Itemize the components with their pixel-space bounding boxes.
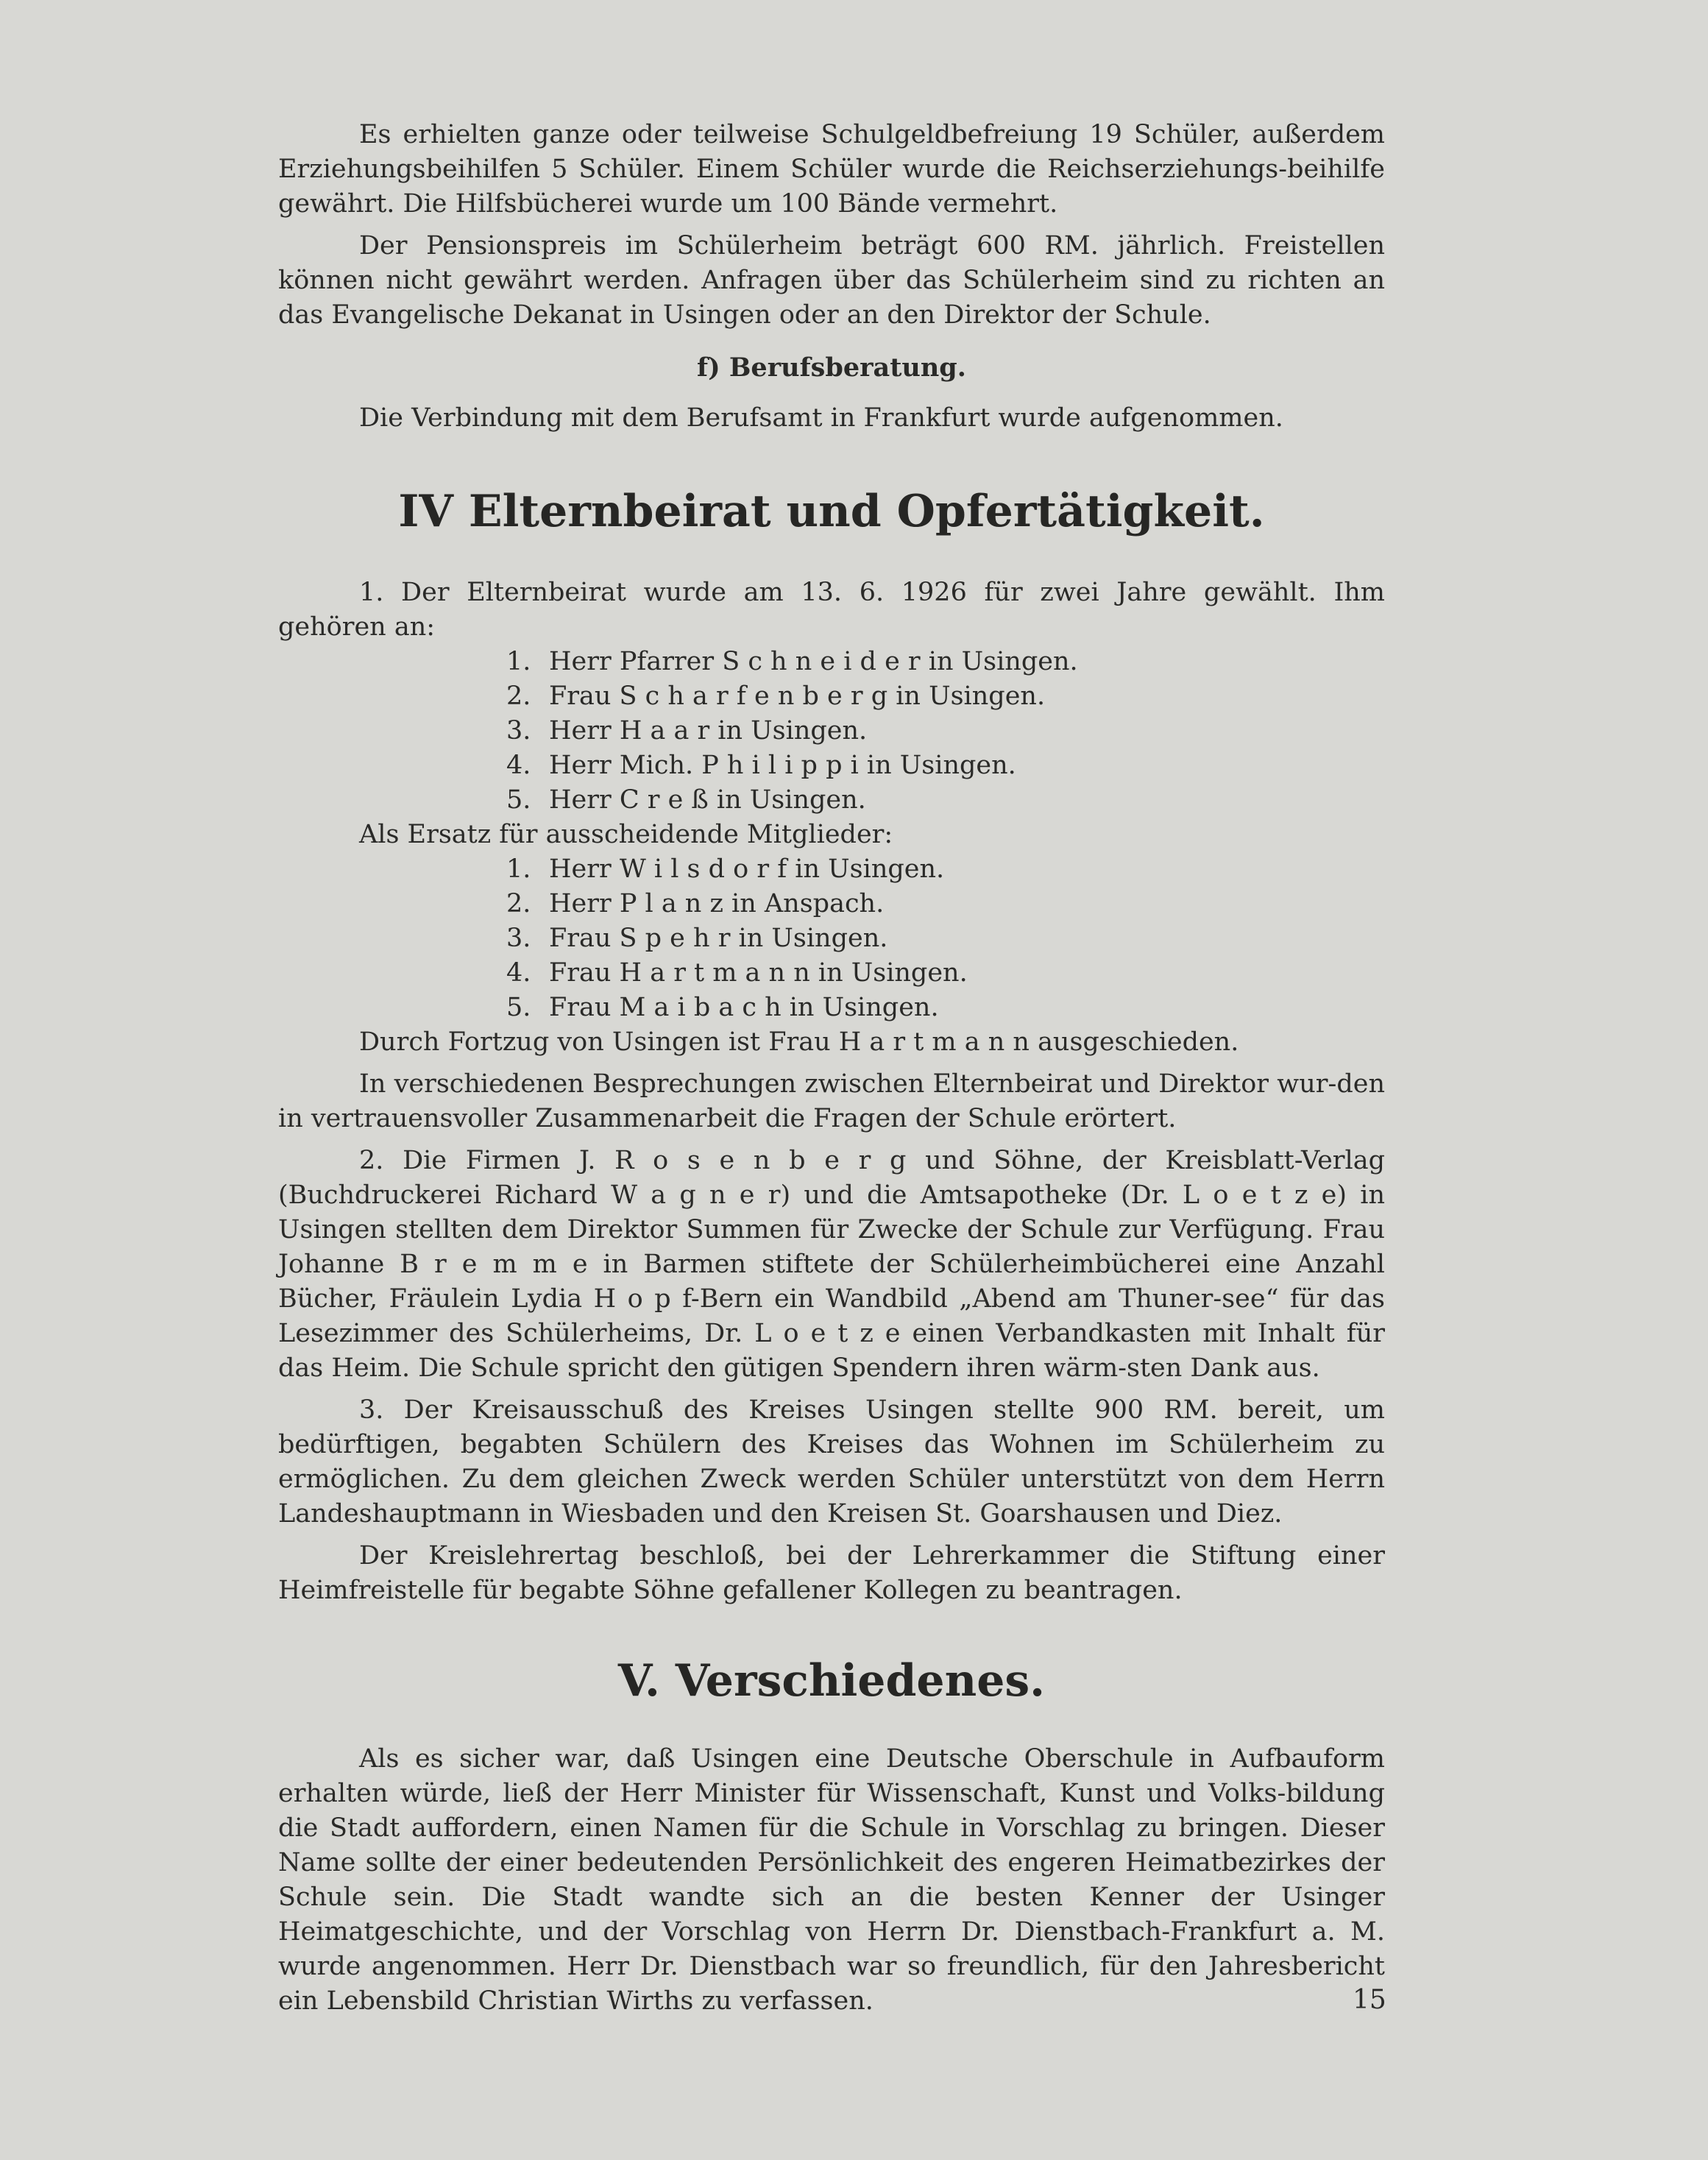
paragraph-besprechungen: In verschiedenen Besprechungen zwischen Elternbeirat und Direktor wur-den in vertrauensvoller Zusammenarbeit die Fragen der Schule erörtert. <box>278 1069 1385 1133</box>
paragraph-schulgeld: Es erhielten ganze oder teilweise Schulgeldbefreiung 19 Schüler, außerdem Erziehungsbeihilfen 5 Schüler. Einem Schüler wurde die Reichserziehungs-beihilfe gewährt. Die Hilfsbücherei wurde um 100 Bände vermehrt. <box>278 120 1385 219</box>
list-item: 4. Frau H a r t m a n n in Usingen. <box>506 958 968 988</box>
list-item: 1. Herr Pfarrer S c h n e i d e r in Usingen. <box>506 647 1078 676</box>
member-list <box>278 645 1385 818</box>
paragraph-spenden: 2. Die Firmen J. R o s e n b e r g und Söhne, der Kreisblatt-Verlag (Buchdruckerei Richard W a g n e r) und die Amtsapotheke (Dr. L o e t z e) in Usingen stellten dem Direktor Summen für Zwecke der Schule zur Verfügung. Frau Johanne B r e m m e in Barmen stiftete der Schülerheimbücherei eine Anzahl Bücher, Fräulein Lydia H o p f-Bern ein Wandbild „Abend am Thuner-see“ für das Lesezimmer des Schülerheims, Dr. L o e t z e einen Verbandkasten mit Inhalt für das Heim. Die Schule spricht den gütigen Spendern ihren wärm-sten Dank aus. <box>278 1146 1385 1383</box>
list-item: 2. Frau S c h a r f e n b e r g in Usingen. <box>506 681 1046 711</box>
subheading-berufsberatung: f) Berufsberatung. <box>697 353 966 383</box>
heading-section-v: V. Verschiedenes. <box>617 1655 1046 1707</box>
list-item: 3. Frau S p e h r in Usingen. <box>506 924 888 953</box>
list-item: 5. Herr C r e ß in Usingen. <box>506 785 866 815</box>
paragraph-schulname: Als es sicher war, daß Usingen eine Deutsche Oberschule in Aufbauform erhalten würde, ließ der Herr Minister für Wissenschaft, Kunst und Volks-bildung die Stadt auffordern, einen Namen für die Schule in Vorschlag zu bringen. Dieser Name sollte der einer bedeutenden Persönlichkeit des engeren Heimatbezirkes der Schule sein. Die Stadt wandte sich an die besten Kenner der Usinger Heimatgeschichte, und der Vorschlag von Herrn Dr. Dienstbach-Frankfurt a. M. wurde angenommen. Herr Dr. Dienstbach war so freundlich, für den Jahresbericht ein Lebensbild Christian Wirths zu verfassen. <box>278 1744 1385 2016</box>
paragraph-kreislehrertag: Der Kreislehrertag beschloß, bei der Lehrerkammer die Stiftung einer Heimfreistelle für begabte Söhne gefallener Kollegen zu beantragen. <box>278 1541 1385 1605</box>
substitute-list <box>278 852 1385 1025</box>
paragraph-elternbeirat-intro: 1. Der Elternbeirat wurde am 13. 6. 1926 für zwei Jahre gewählt. Ihm gehören an: <box>278 578 1385 642</box>
paragraph-berufsamt: Die Verbindung mit dem Berufsamt in Frankfurt wurde aufgenommen. <box>359 403 1283 433</box>
page-number: 15 <box>1353 1985 1386 2015</box>
paragraph-fortzug: Durch Fortzug von Usingen ist Frau H a r t m a n n ausgeschieden. <box>359 1027 1239 1057</box>
list-item: 2. Herr P l a n z in Anspach. <box>506 889 885 918</box>
list-item: 1. Herr W i l s d o r f in Usingen. <box>506 854 945 884</box>
heading-section-iv: IV Elternbeirat und Opfertätigkeit. <box>398 486 1265 537</box>
list-item: 5. Frau M a i b a c h in Usingen. <box>506 993 939 1022</box>
list-item: 3. Herr H a a r in Usingen. <box>506 716 868 746</box>
paragraph-kreisausschuss: 3. Der Kreisausschuß des Kreises Usingen stellte 900 RM. bereit, um bedürftigen, begabten Schülern des Kreises das Wohnen im Schülerheim zu ermöglichen. Zu dem gleichen Zweck werden Schüler unterstützt von dem Herrn Landeshauptmann in Wiesbaden und den Kreisen St. Goarshausen und Diez. <box>278 1395 1385 1529</box>
list-item: 4. Herr Mich. P h i l i p p i in Usingen. <box>506 751 1016 780</box>
paragraph-pensionspreis: Der Pensionspreis im Schülerheim beträgt 600 RM. jährlich. Freistellen können nicht gewährt werden. Anfragen über das Schülerheim sind zu richten an das Evangelische Dekanat in Usingen oder an den Direktor der Schule. <box>278 231 1385 330</box>
substitutes-label: Als Ersatz für ausscheidende Mitglieder: <box>359 820 893 849</box>
page-content <box>278 118 1385 2019</box>
